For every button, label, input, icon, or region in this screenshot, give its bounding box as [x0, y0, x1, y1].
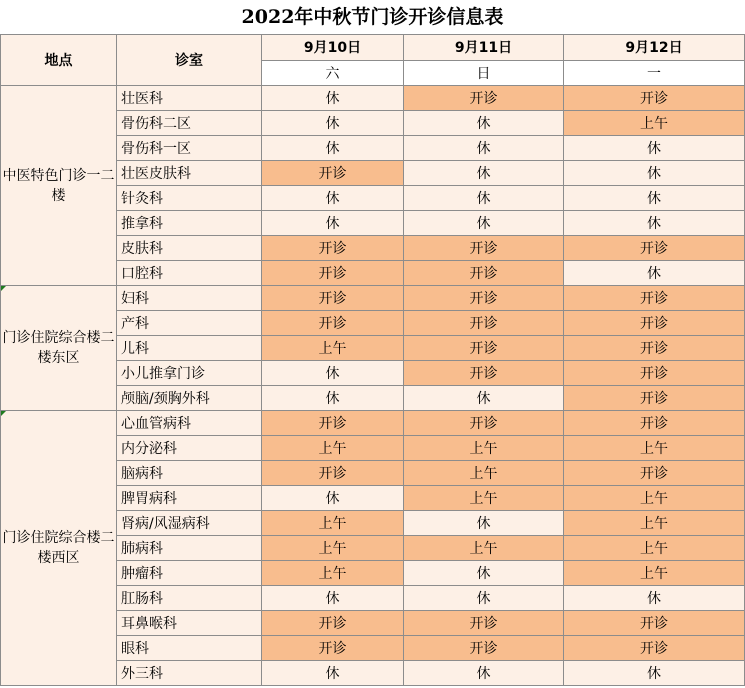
department-cell: 肺病科 — [117, 536, 262, 561]
status-cell: 上午 — [564, 111, 745, 136]
department-cell: 外三科 — [117, 661, 262, 686]
status-cell: 休 — [404, 586, 564, 611]
status-cell: 上午 — [404, 486, 564, 511]
status-cell: 休 — [262, 661, 404, 686]
status-cell: 休 — [564, 136, 745, 161]
table-row — [1, 411, 745, 436]
schedule-body — [1, 35, 745, 686]
status-cell: 开诊 — [262, 236, 404, 261]
status-cell: 休 — [404, 386, 564, 411]
status-cell: 开诊 — [404, 261, 564, 286]
status-cell: 上午 — [404, 461, 564, 486]
status-cell: 休 — [564, 586, 745, 611]
department-cell: 口腔科 — [117, 261, 262, 286]
status-cell: 上午 — [564, 511, 745, 536]
header-department: 诊室 — [117, 35, 262, 86]
location-cell: 门诊住院综合楼二楼西区 — [1, 411, 117, 686]
header-weekday-1: 六 — [262, 60, 404, 86]
department-cell: 妇科 — [117, 286, 262, 311]
status-cell: 休 — [564, 186, 745, 211]
department-cell: 脑病科 — [117, 461, 262, 486]
header-row-dates — [1, 35, 745, 61]
status-cell: 开诊 — [262, 311, 404, 336]
department-cell: 壮医科 — [117, 86, 262, 111]
status-cell: 休 — [564, 161, 745, 186]
department-cell: 产科 — [117, 311, 262, 336]
department-cell: 儿科 — [117, 336, 262, 361]
status-cell: 休 — [404, 511, 564, 536]
department-cell: 骨伤科一区 — [117, 136, 262, 161]
department-cell: 肾病/风湿病科 — [117, 511, 262, 536]
status-cell: 开诊 — [564, 361, 745, 386]
schedule-table — [0, 34, 745, 686]
status-cell: 上午 — [564, 486, 745, 511]
status-cell: 休 — [262, 486, 404, 511]
status-cell: 开诊 — [404, 336, 564, 361]
status-cell: 休 — [262, 86, 404, 111]
status-cell: 上午 — [564, 536, 745, 561]
header-weekday-3: 一 — [564, 60, 745, 86]
table-row — [1, 286, 745, 311]
status-cell: 开诊 — [404, 636, 564, 661]
status-cell: 休 — [262, 586, 404, 611]
status-cell: 开诊 — [564, 386, 745, 411]
status-cell: 开诊 — [262, 261, 404, 286]
location-cell: 门诊住院综合楼二楼东区 — [1, 286, 117, 411]
status-cell: 休 — [564, 261, 745, 286]
status-cell: 上午 — [564, 561, 745, 586]
department-cell: 肛肠科 — [117, 586, 262, 611]
status-cell: 休 — [262, 136, 404, 161]
department-cell: 颅脑/颈胸外科 — [117, 386, 262, 411]
header-date-2: 9月11日 — [404, 35, 564, 61]
department-cell: 耳鼻喉科 — [117, 611, 262, 636]
status-cell: 开诊 — [262, 286, 404, 311]
status-cell: 开诊 — [262, 161, 404, 186]
status-cell: 开诊 — [404, 361, 564, 386]
status-cell: 上午 — [564, 436, 745, 461]
status-cell: 开诊 — [262, 461, 404, 486]
status-cell: 开诊 — [564, 236, 745, 261]
sheet-title: 2022年中秋节门诊开诊信息表 — [241, 6, 504, 28]
status-cell: 休 — [404, 661, 564, 686]
status-cell: 休 — [564, 211, 745, 236]
department-cell: 壮医皮肤科 — [117, 161, 262, 186]
status-cell: 开诊 — [404, 286, 564, 311]
status-cell: 休 — [404, 161, 564, 186]
department-cell: 针灸科 — [117, 186, 262, 211]
table-row — [1, 86, 745, 111]
status-cell: 开诊 — [262, 411, 404, 436]
header-weekday-2: 日 — [404, 60, 564, 86]
status-cell: 上午 — [262, 436, 404, 461]
header-date-3: 9月12日 — [564, 35, 745, 61]
status-cell: 上午 — [262, 536, 404, 561]
status-cell: 上午 — [262, 511, 404, 536]
status-cell: 开诊 — [564, 611, 745, 636]
department-cell: 皮肤科 — [117, 236, 262, 261]
status-cell: 开诊 — [564, 411, 745, 436]
status-cell: 开诊 — [404, 411, 564, 436]
header-location: 地点 — [1, 35, 117, 86]
status-cell: 休 — [262, 386, 404, 411]
status-cell: 开诊 — [262, 611, 404, 636]
status-cell: 开诊 — [564, 636, 745, 661]
department-cell: 推拿科 — [117, 211, 262, 236]
status-cell: 休 — [404, 111, 564, 136]
status-cell: 开诊 — [564, 311, 745, 336]
status-cell: 开诊 — [404, 611, 564, 636]
department-cell: 内分泌科 — [117, 436, 262, 461]
department-cell: 小儿推拿门诊 — [117, 361, 262, 386]
status-cell: 休 — [262, 361, 404, 386]
status-cell: 开诊 — [262, 636, 404, 661]
status-cell: 休 — [404, 211, 564, 236]
header-date-1: 9月10日 — [262, 35, 404, 61]
status-cell: 休 — [404, 136, 564, 161]
location-cell: 中医特色门诊一二楼 — [1, 86, 117, 286]
status-cell: 开诊 — [404, 311, 564, 336]
department-cell: 脾胃病科 — [117, 486, 262, 511]
status-cell: 上午 — [262, 336, 404, 361]
status-cell: 开诊 — [404, 86, 564, 111]
status-cell: 休 — [404, 186, 564, 211]
status-cell: 开诊 — [404, 236, 564, 261]
status-cell: 休 — [262, 211, 404, 236]
status-cell: 开诊 — [564, 286, 745, 311]
status-cell: 休 — [564, 661, 745, 686]
status-cell: 休 — [262, 111, 404, 136]
status-cell: 休 — [404, 561, 564, 586]
status-cell: 上午 — [404, 436, 564, 461]
department-cell: 眼科 — [117, 636, 262, 661]
department-cell: 心血管病科 — [117, 411, 262, 436]
status-cell: 开诊 — [564, 336, 745, 361]
status-cell: 上午 — [404, 536, 564, 561]
status-cell: 休 — [262, 186, 404, 211]
department-cell: 骨伤科二区 — [117, 111, 262, 136]
status-cell: 上午 — [262, 561, 404, 586]
department-cell: 肿瘤科 — [117, 561, 262, 586]
status-cell: 开诊 — [564, 461, 745, 486]
status-cell: 开诊 — [564, 86, 745, 111]
